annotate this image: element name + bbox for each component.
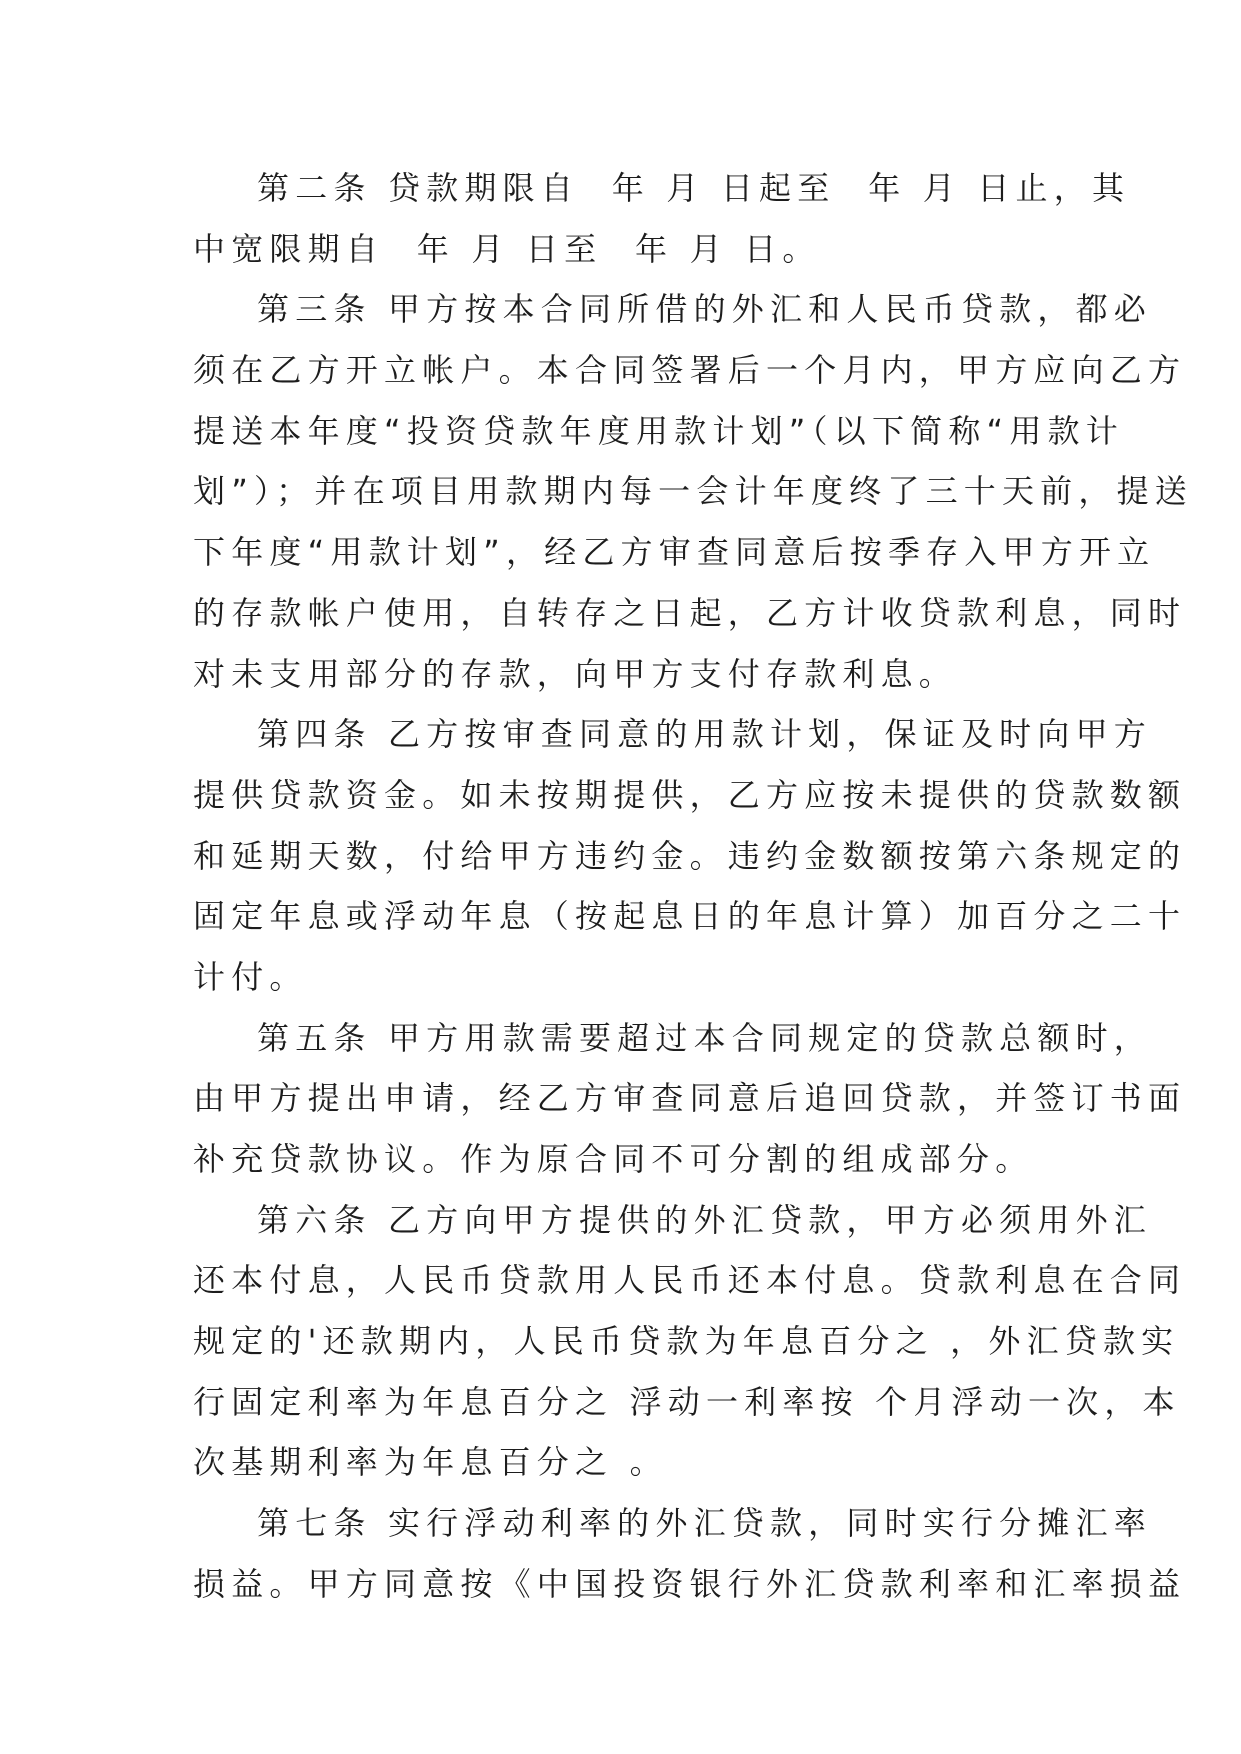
text-line: 计付。 [193,957,308,996]
text-line: 由甲方提出申请，经乙方审查同意后追回贷款，并签订书面 [193,1079,1187,1118]
text-line: 提送本年度“投资贷款年度用款计划”（以下简称“用款计 [193,411,1124,450]
text-line: 中宽限期自 年 月 日至 年 月 日。 [193,229,821,268]
article-5 [193,1008,1187,1190]
text-line: 对未支用部分的存款，向甲方支付存款利息。 [193,654,958,693]
text-line: 须在乙方开立帐户。本合同签署后一个月内，甲方应向乙方 [193,351,1187,390]
text-line: 第五条 甲方用款需要超过本合同规定的贷款总额时， [257,1018,1152,1057]
text-line: 第三条 甲方按本合同所借的外汇和人民币贷款，都必 [257,290,1152,329]
text-line: 次基期利率为年息百分之 。 [193,1443,668,1482]
text-line: 下年度“用款计划”，经乙方审查同意后按季存入甲方开立 [193,533,1156,572]
text-line: 的存款帐户使用，自转存之日起，乙方计收贷款利息，同时 [193,593,1187,632]
text-line: 损益。甲方同意按《中国投资银行外汇贷款利率和汇率损益 [193,1564,1187,1603]
article-2 [193,158,1131,279]
text-line: 提供贷款资金。如未按期提供，乙方应按未提供的贷款数额 [193,775,1187,814]
text-line: 还本付息，人民币贷款用人民币还本付息。贷款利息在合同 [193,1261,1187,1300]
article-6 [193,1190,1187,1493]
contract-body [193,158,1193,1615]
article-3 [193,279,1193,704]
text-line: 第七条 实行浮动利率的外汇贷款，同时实行分摊汇率 [257,1504,1152,1543]
text-line: 第二条 贷款期限自 年 月 日起至 年 月 日止，其 [257,169,1131,207]
article-4 [193,704,1187,1007]
text-line: 和延期天数，付给甲方违约金。违约金数额按第六条规定的 [193,836,1187,875]
article-7 [193,1493,1187,1614]
text-line: 规定的'还款期内，人民币贷款为年息百分之 ，外汇贷款实 [193,1322,1180,1361]
text-line: 补充贷款协议。作为原合同不可分割的组成部分。 [193,1140,1034,1178]
text-line: 第四条 乙方按审查同意的用款计划，保证及时向甲方 [257,715,1152,754]
text-line: 第六条 乙方向甲方提供的外汇贷款，甲方必须用外汇 [257,1200,1152,1239]
text-line: 划”）；并在项目用款期内每一会计年度终了三十天前，提送 [193,472,1193,511]
text-line: 固定年息或浮动年息（按起息日的年息计算）加百分之二十 [193,897,1187,936]
text-line: 行固定利率为年息百分之 浮动一利率按 个月浮动一次，本 [193,1382,1181,1421]
